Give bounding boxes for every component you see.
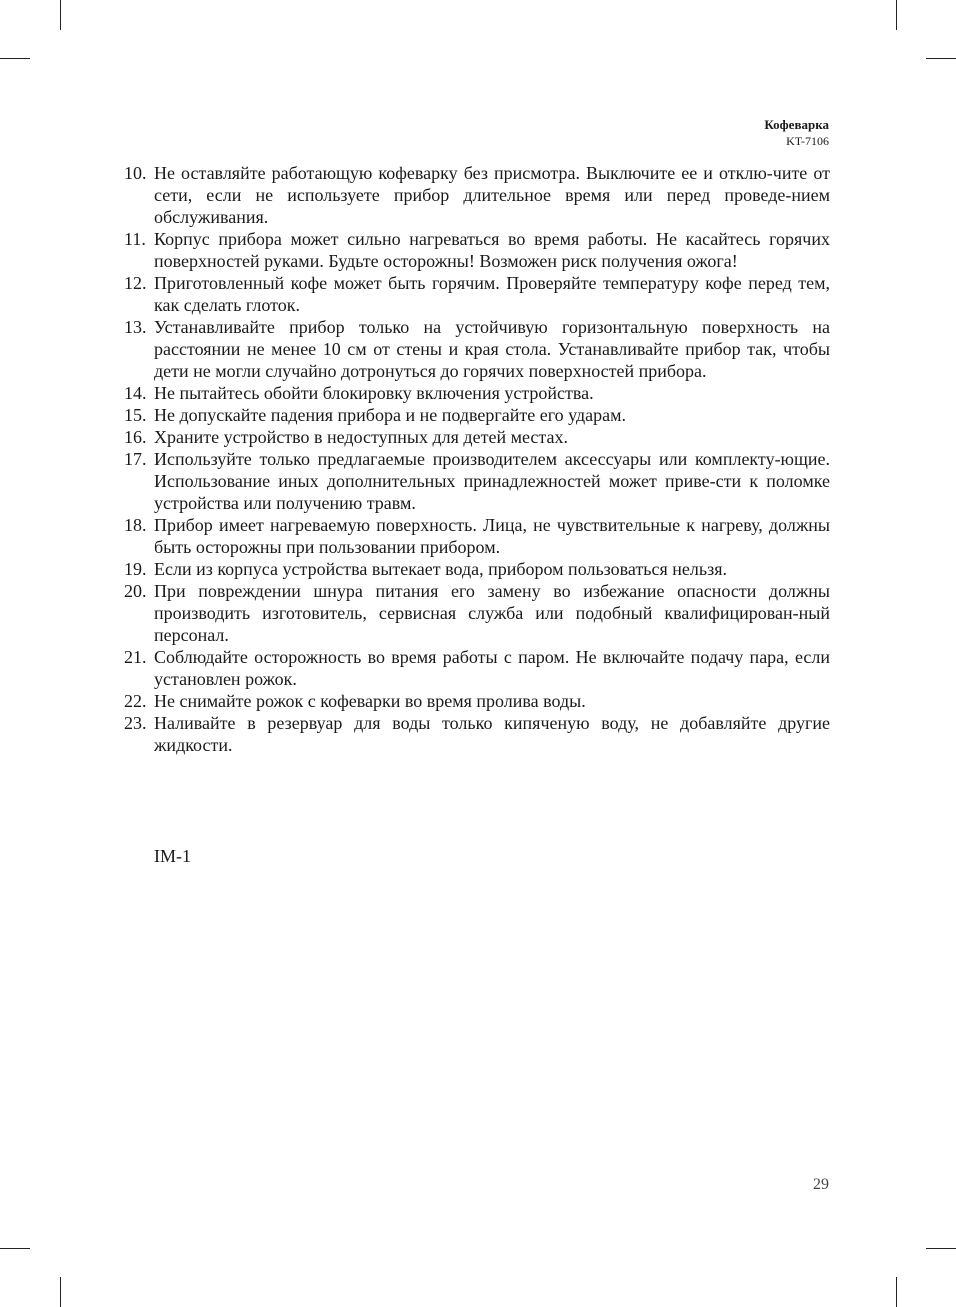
instruction-text: Если из корпуса устройства вытекает вода, прибором пользоваться нельзя. <box>154 559 727 579</box>
instructions-section <box>124 162 830 756</box>
instruction-number: 23. <box>124 713 147 733</box>
crop-mark <box>60 0 61 30</box>
instruction-text: Храните устройство в недоступных для детей местах. <box>154 427 568 447</box>
instruction-number: 15. <box>124 405 147 425</box>
crop-mark <box>926 1248 956 1249</box>
instruction-number: 13. <box>124 317 147 337</box>
instruction-item <box>124 316 830 382</box>
product-model: KT-7106 <box>786 134 829 148</box>
instruction-text: Приготовленный кофе может быть горячим. Проверяйте температуру кофе перед тем, как сделать глоток. <box>154 273 830 315</box>
instruction-item <box>124 580 830 646</box>
crop-mark <box>896 1277 897 1307</box>
instruction-item <box>124 712 830 756</box>
instruction-item <box>124 448 830 514</box>
instruction-text: Не снимайте рожок с кофеварки во время пролива воды. <box>154 691 586 711</box>
instruction-text: Корпус прибора может сильно нагреваться во время работы. Не касайтесь горячих поверхностей руками. Будьте осторожны! Возможен риск получения ожога! <box>154 229 830 271</box>
instruction-item <box>124 558 830 580</box>
instruction-number: 11. <box>124 229 146 249</box>
page-number: 29 <box>813 1176 829 1193</box>
instruction-text: Не оставляйте работающую кофеварку без присмотра. Выключите ее и отклю-чите от сети, если не используете прибор длительное время или перед проведе-нием обслуживания. <box>154 163 830 227</box>
crop-mark <box>0 58 30 59</box>
instruction-item <box>124 404 830 426</box>
instruction-item <box>124 514 830 558</box>
instruction-text: Не допускайте падения прибора и не подвергайте его ударам. <box>154 405 627 425</box>
instruction-number: 12. <box>124 273 147 293</box>
instruction-item <box>124 382 830 404</box>
instruction-text: Не пытайтесь обойти блокировку включения устройства. <box>154 383 594 403</box>
crop-mark <box>926 58 956 59</box>
running-header <box>764 117 829 149</box>
instruction-number: 14. <box>124 383 147 403</box>
instruction-text: При повреждении шнура питания его замену во избежание опасности должны производить изготовитель, сервисная служба или подобный квалифицирован-ный персонал. <box>154 581 830 645</box>
instruction-item <box>124 228 830 272</box>
instruction-number: 22. <box>124 691 147 711</box>
crop-mark <box>896 0 897 30</box>
instruction-number: 21. <box>124 647 147 667</box>
crop-mark <box>60 1277 61 1307</box>
instruction-text: Используйте только предлагаемые производителем аксессуары или комплекту-ющие. Использование иных дополнительных принадлежностей может приве-сти к поломке устройства или получению травм. <box>154 449 830 513</box>
instruction-text: Соблюдайте осторожность во время работы с паром. Не включайте подачу пара, если установлен рожок. <box>154 647 830 689</box>
product-title: Кофеварка <box>764 117 829 132</box>
instruction-text: Устанавливайте прибор только на устойчивую горизонтальную поверхность на расстоянии не менее 10 см от стены и края стола. Устанавливайте прибор так, чтобы дети не могли случайно дотронуться до горячих поверхностей прибора. <box>154 317 830 381</box>
instruction-number: 10. <box>124 163 147 183</box>
crop-mark <box>0 1248 30 1249</box>
document-code: IM-1 <box>154 846 191 866</box>
instruction-list <box>124 162 830 756</box>
instruction-number: 20. <box>124 581 147 601</box>
instruction-text: Прибор имеет нагреваемую поверхность. Лица, не чувствительные к нагреву, должны быть осторожны при пользовании прибором. <box>154 515 830 557</box>
instruction-item <box>124 272 830 316</box>
instruction-item <box>124 690 830 712</box>
instruction-number: 16. <box>124 427 147 447</box>
instruction-number: 17. <box>124 449 147 469</box>
instruction-item <box>124 162 830 228</box>
instruction-item <box>124 646 830 690</box>
instruction-number: 19. <box>124 559 147 579</box>
instruction-text: Наливайте в резервуар для воды только кипяченую воду, не добавляйте другие жидкости. <box>154 713 830 755</box>
instruction-item <box>124 426 830 448</box>
instruction-number: 18. <box>124 515 147 535</box>
